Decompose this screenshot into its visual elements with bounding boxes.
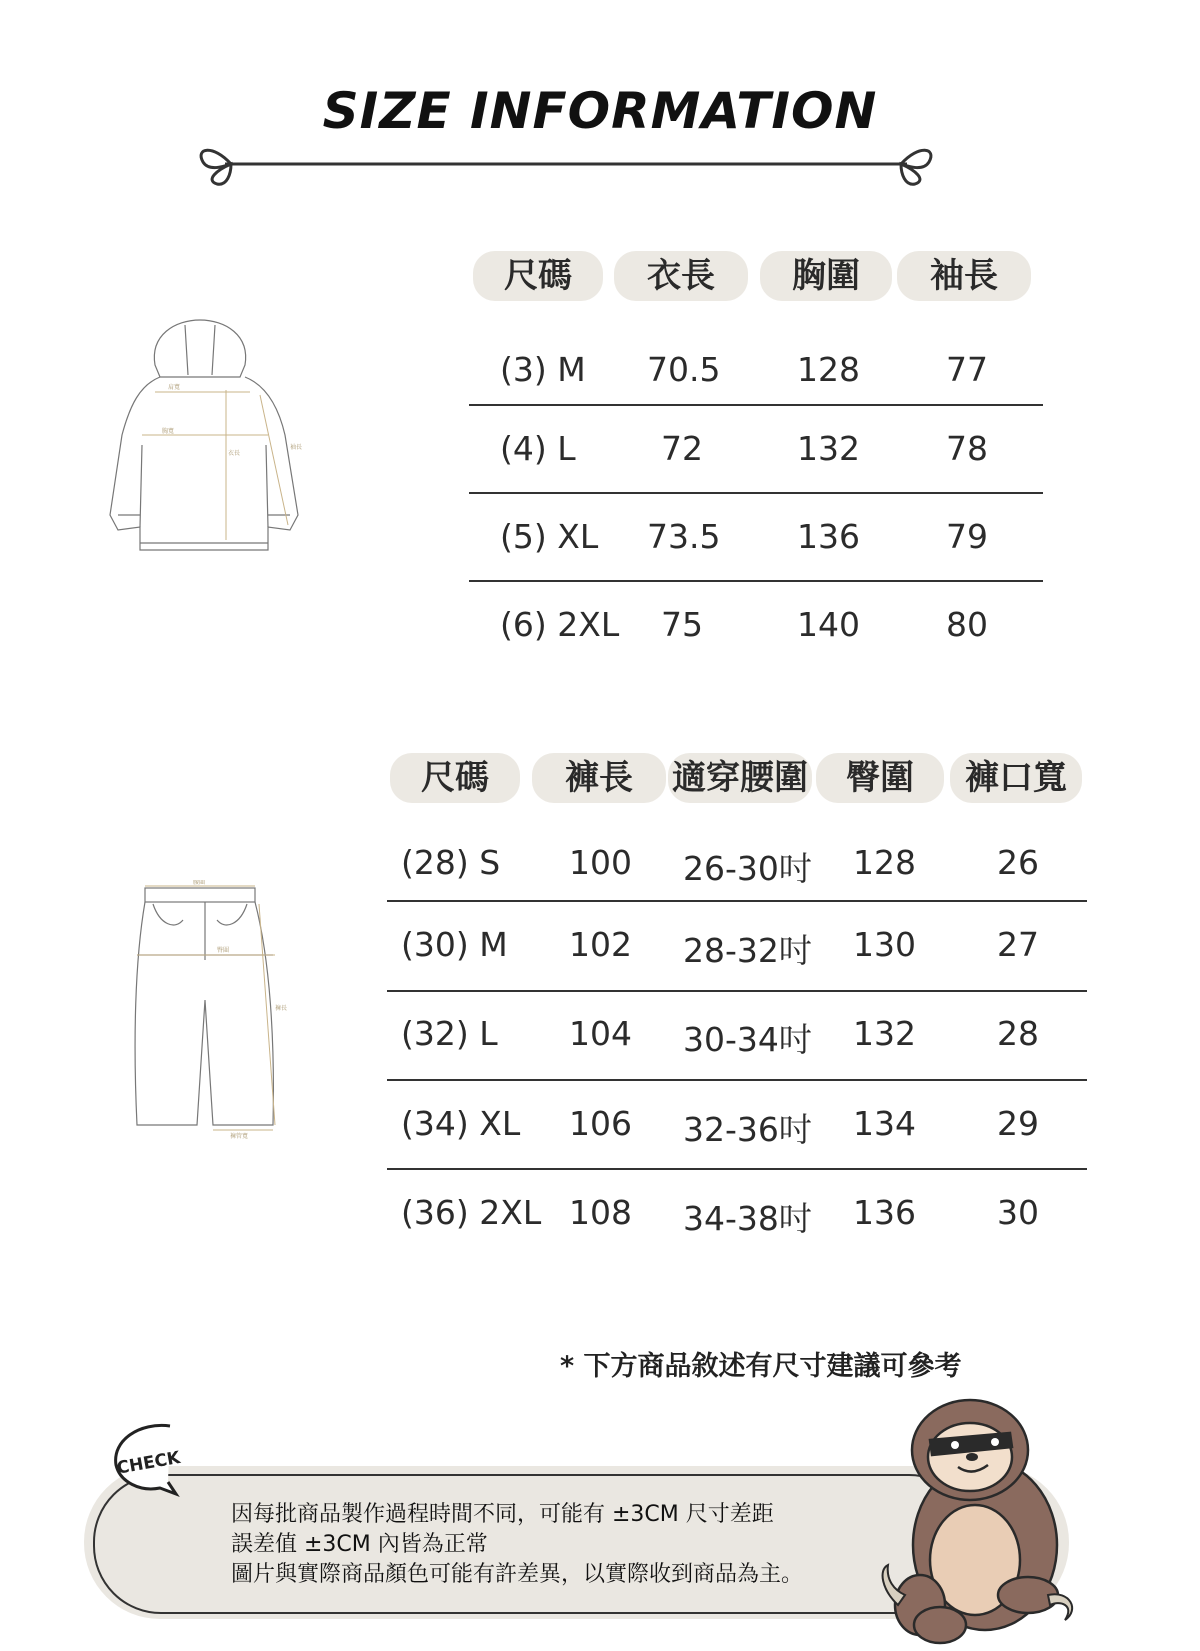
table-cell: 27 xyxy=(997,925,1039,964)
svg-text:臀圍: 臀圍 xyxy=(217,947,230,954)
table-cell: 26 xyxy=(997,843,1039,882)
row-divider xyxy=(387,900,1087,902)
table-cell: 128 xyxy=(797,350,860,389)
table-cell: 100 xyxy=(569,843,632,882)
size-suggestion-note: * 下方商品敘述有尺寸建議可參考 xyxy=(560,1351,962,1382)
table-cell: (28) S xyxy=(401,843,501,882)
check-notice-frame xyxy=(93,1474,977,1614)
row-divider xyxy=(387,1079,1087,1081)
table-cell: 140 xyxy=(797,605,860,644)
check-badge-icon xyxy=(110,1420,200,1500)
page-title: SIZE INFORMATION xyxy=(322,82,878,140)
table-cell: 77 xyxy=(946,350,988,389)
table-cell: 132 xyxy=(853,1014,916,1053)
table-cell: 128 xyxy=(853,843,916,882)
table-cell: 73.5 xyxy=(647,517,721,556)
table-cell: (36) 2XL xyxy=(401,1193,542,1232)
hoodie-diagram-icon xyxy=(100,315,325,565)
header-waist: 適穿腰圍 xyxy=(668,753,812,803)
table-cell: 28 xyxy=(997,1014,1039,1053)
sloth-mascot-icon xyxy=(880,1395,1110,1645)
table-cell: (32) L xyxy=(401,1014,498,1053)
check-line-3: 圖片與實際商品顏色可能有許差異，以實際收到商品為主。 xyxy=(231,1562,804,1587)
header-hip: 臀圍 xyxy=(816,753,944,803)
table-cell: 28-32吋 xyxy=(683,931,812,970)
table-cell: 79 xyxy=(946,517,988,556)
table-cell: 72 xyxy=(661,429,703,468)
row-divider xyxy=(469,492,1043,494)
table-cell: 75 xyxy=(661,605,703,644)
header-leg-opening: 褲口寬 xyxy=(950,753,1082,803)
leaf-ornament-icon xyxy=(195,140,1005,188)
header-length: 衣長 xyxy=(614,251,748,301)
header-size: 尺碼 xyxy=(473,251,603,301)
table-cell: 136 xyxy=(797,517,860,556)
table-cell: 26-30吋 xyxy=(683,849,812,888)
table-cell: (3) M xyxy=(500,350,586,389)
table-cell: 80 xyxy=(946,605,988,644)
svg-text:褲管寬: 褲管寬 xyxy=(230,1133,249,1140)
svg-text:袖長: 袖長 xyxy=(290,444,303,451)
header-pant-length: 褲長 xyxy=(532,753,666,803)
check-badge-label: CHECK xyxy=(115,1447,182,1479)
table-cell: 102 xyxy=(569,925,632,964)
header-chest: 胸圍 xyxy=(760,251,892,301)
table-cell: (6) 2XL xyxy=(500,605,620,644)
table-cell: 106 xyxy=(569,1104,632,1143)
check-line-1: 因每批商品製作過程時間不同，可能有 ±3CM 尺寸差距 xyxy=(231,1502,774,1527)
svg-text:衣長: 衣長 xyxy=(228,450,241,457)
table-cell: 34-38吋 xyxy=(683,1199,812,1238)
table-cell: 132 xyxy=(797,429,860,468)
svg-text:肩寬: 肩寬 xyxy=(168,384,181,391)
row-divider xyxy=(387,1168,1087,1170)
row-divider xyxy=(387,990,1087,992)
svg-text:腰圍: 腰圍 xyxy=(193,880,206,886)
table-cell: 130 xyxy=(853,925,916,964)
header-sleeve: 袖長 xyxy=(897,251,1031,301)
table-cell: 78 xyxy=(946,429,988,468)
table-cell: 32-36吋 xyxy=(683,1110,812,1149)
table-cell: 70.5 xyxy=(647,350,721,389)
table-cell: (30) M xyxy=(401,925,508,964)
svg-text:褲長: 褲長 xyxy=(275,1005,288,1012)
pants-diagram-icon xyxy=(125,880,290,1140)
header-size: 尺碼 xyxy=(390,753,520,803)
table-cell: (5) XL xyxy=(500,517,599,556)
table-cell: 30-34吋 xyxy=(683,1020,812,1059)
table-cell: (4) L xyxy=(500,429,576,468)
row-divider xyxy=(469,580,1043,582)
svg-text:胸寬: 胸寬 xyxy=(162,428,175,435)
table-cell: 30 xyxy=(997,1193,1039,1232)
table-cell: 104 xyxy=(569,1014,632,1053)
table-cell: (34) XL xyxy=(401,1104,521,1143)
row-divider xyxy=(469,404,1043,406)
table-cell: 29 xyxy=(997,1104,1039,1143)
table-cell: 134 xyxy=(853,1104,916,1143)
table-cell: 108 xyxy=(569,1193,632,1232)
check-line-2: 誤差值 ±3CM 內皆為正常 xyxy=(231,1532,488,1557)
table-cell: 136 xyxy=(853,1193,916,1232)
